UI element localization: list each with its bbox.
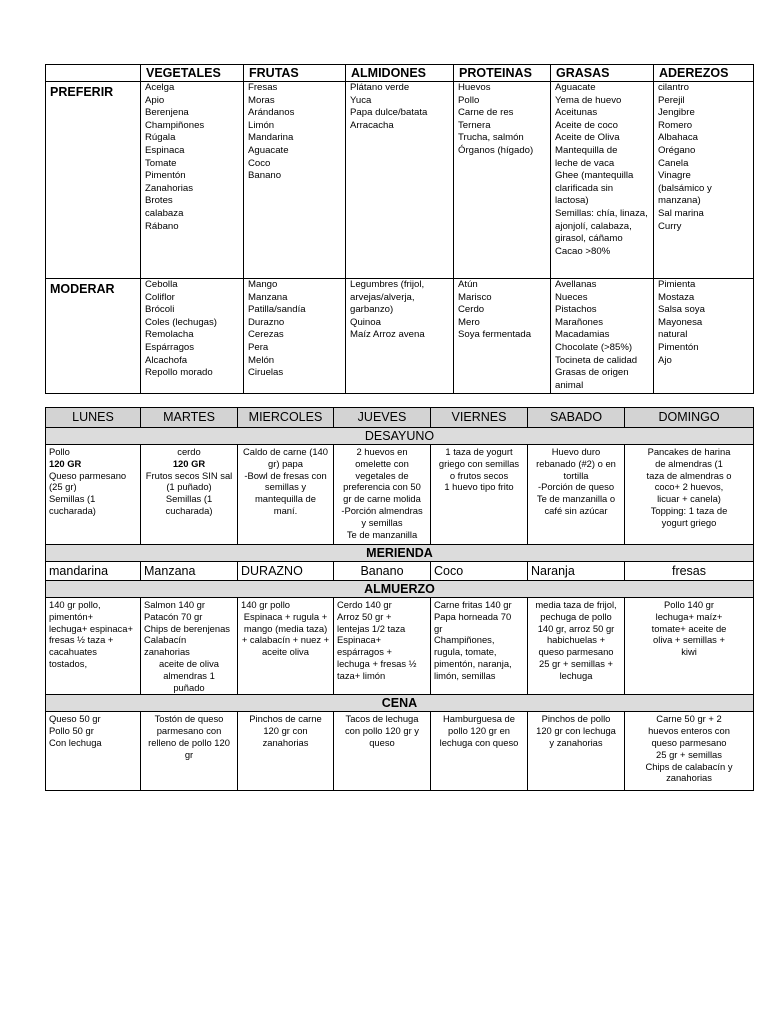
cell-line: Cebolla xyxy=(145,279,178,290)
merienda-cell-sabado: Naranja xyxy=(528,562,625,581)
food-categories-table xyxy=(45,64,754,394)
cell-line: Tomate xyxy=(145,157,177,169)
cell-line: 1 taza de yogurt xyxy=(445,446,513,457)
cell-line: Perejil xyxy=(658,94,685,106)
cell-line: animal xyxy=(555,379,584,391)
cell-line: Chocolate (>85%) xyxy=(555,341,633,353)
cell-line: Arroz 50 gr + xyxy=(337,610,392,622)
cell-line: pechuga de pollo xyxy=(540,610,612,622)
cell-line: pimentón, naranja, xyxy=(434,657,512,669)
cell-line: Te de manzanilla o xyxy=(536,493,616,505)
cell-line: lechuga con queso xyxy=(439,736,519,748)
day-header-lunes: LUNES xyxy=(46,408,141,428)
cell-line: tostados, xyxy=(49,657,88,669)
desayuno-cell-martes xyxy=(141,445,238,545)
cell-line: Pinchos de carne xyxy=(249,713,322,725)
cell-line: lechuga+ espinaca+ xyxy=(49,622,133,634)
cell-line: Mandarina xyxy=(248,132,294,144)
cell-line: Nueces xyxy=(555,291,588,303)
cell-line: Coles (lechugas) xyxy=(145,316,217,328)
cell-line: Pancakes de harina xyxy=(647,446,731,457)
cell-line: Papa horneada 70 xyxy=(434,610,512,622)
merienda-cell-domingo: fresas xyxy=(625,562,754,581)
cell-line: almendras 1 xyxy=(163,669,215,681)
day-header-miercoles: MIERCOLES xyxy=(238,408,334,428)
cell-line: natural xyxy=(658,329,688,341)
cell-line: Champiñones, xyxy=(434,634,495,646)
cell-line: tortilla xyxy=(563,469,589,481)
food-cell xyxy=(654,82,754,279)
cell-line: Zanahorias xyxy=(145,182,193,194)
cena-cell-martes xyxy=(141,712,238,791)
cell-line: gr xyxy=(184,748,194,760)
merienda-row xyxy=(46,562,754,581)
cell-line: Mantequilla de xyxy=(555,144,618,156)
cell-line: Acelga xyxy=(145,82,175,93)
cell-line: Grasas de origen xyxy=(555,367,629,379)
cell-line: Cerdo 140 gr xyxy=(337,599,392,610)
cell-line: Queso 50 gr xyxy=(49,713,101,725)
food-cell xyxy=(346,82,454,279)
cell-line: Plátano verde xyxy=(350,82,410,93)
cell-line: zanahorias xyxy=(262,736,309,748)
cell-line: gr xyxy=(434,622,443,634)
cell-line: Aguacate xyxy=(555,82,596,93)
cell-line: cucharada) xyxy=(165,504,213,516)
cell-line: Pollo 140 gr xyxy=(663,599,715,610)
cell-line: Limón xyxy=(248,119,275,131)
almuerzo-cell-lunes xyxy=(46,598,141,695)
cell-line: Brócoli xyxy=(145,304,175,316)
cell-line: parmesano con xyxy=(156,725,222,737)
cell-line: Chips de berenjenas xyxy=(144,622,230,634)
cell-line: y semillas xyxy=(361,516,403,528)
cell-line: mantequilla de xyxy=(255,493,316,505)
cell-line: lechuga + fresas ½ xyxy=(337,657,417,669)
cell-line: aceite oliva xyxy=(262,646,309,658)
almuerzo-cell-viernes xyxy=(431,598,528,695)
cell-line: Aceitunas xyxy=(555,107,598,119)
cell-line: (1 puñado) xyxy=(166,481,212,493)
cell-line: Ajo xyxy=(658,354,672,366)
cell-line: 140 gr, arroz 50 gr xyxy=(537,622,615,634)
cell-line: Aceite de Oliva xyxy=(555,132,620,144)
cell-line: coco+ 2 huevos, xyxy=(654,481,724,493)
cell-line: o frutos secos xyxy=(449,469,509,481)
cell-line: cacahuates xyxy=(49,646,97,658)
food-cell xyxy=(346,279,454,394)
cell-line: Marisco xyxy=(458,291,492,303)
cell-line: omelette con xyxy=(355,457,409,469)
almuerzo-cell-sabado xyxy=(528,598,625,695)
cena-cell-jueves xyxy=(334,712,431,791)
cell-line: -Porción almendras xyxy=(341,504,423,516)
cell-line: Caldo de carne (140 xyxy=(243,446,328,457)
food-row-moderar xyxy=(46,279,754,394)
cell-line: Coliflor xyxy=(145,291,175,303)
cell-line: Pimentón xyxy=(145,170,186,182)
cell-line: Jengibre xyxy=(658,107,695,119)
cell-line: Carne fritas 140 gr xyxy=(434,599,512,610)
cell-line: Pollo xyxy=(458,94,480,106)
cell-line: Pollo 50 gr xyxy=(49,725,94,737)
cell-line: Orégano xyxy=(658,144,696,156)
cell-line: oliva + semillas + xyxy=(653,634,725,646)
cell-line: café sin azúcar xyxy=(544,504,608,516)
cell-line: arvejas/alverja, xyxy=(350,291,415,303)
food-header-grasas: GRASAS xyxy=(551,65,654,82)
food-table-corner xyxy=(46,65,141,82)
cell-line: griego con semillas xyxy=(438,457,520,469)
cena-cell-miercoles xyxy=(238,712,334,791)
cell-line: Semillas: chía, linaza, xyxy=(555,207,648,219)
row-label-moderar: MODERAR xyxy=(46,279,141,394)
merienda-cell-viernes: Coco xyxy=(431,562,528,581)
section-row-merienda xyxy=(46,545,754,562)
cell-line: gr) papa xyxy=(268,457,303,469)
section-row-desayuno xyxy=(46,428,754,445)
cell-line: Papa dulce/batata xyxy=(350,107,428,119)
cell-line: Ternera xyxy=(458,119,491,131)
cell-line: huevos enteros con xyxy=(648,725,730,737)
cell-line: Brotes xyxy=(145,195,173,207)
cell-line: Frutos secos SIN sal xyxy=(145,469,233,481)
cell-line: 140 gr pollo, xyxy=(49,599,101,610)
meal-plan-table xyxy=(45,407,754,791)
food-cell xyxy=(454,279,551,394)
cell-line: tomate+ aceite de xyxy=(651,622,727,634)
cell-line: Patacón 70 gr xyxy=(144,610,203,622)
cell-line: (25 gr) xyxy=(49,481,77,493)
cell-line: 120 GR xyxy=(172,457,206,469)
cell-line: rebanado (#2) o en xyxy=(536,457,616,469)
cell-line: Champiñones xyxy=(145,119,205,131)
cell-line: Durazno xyxy=(248,316,285,328)
merienda-cell-martes: Manzana xyxy=(141,562,238,581)
cell-line: Patilla/sandía xyxy=(248,304,306,316)
cell-line: pollo 120 gr en xyxy=(447,725,511,737)
cell-line: zanahorias xyxy=(144,646,190,658)
cell-line: Salsa soya xyxy=(658,304,705,316)
cell-line: Vinagre xyxy=(658,170,691,182)
cell-line: Legumbres (frijol, xyxy=(350,279,425,290)
cell-line: 25 gr + semillas xyxy=(656,748,722,760)
cell-line: Albahaca xyxy=(658,132,699,144)
cell-line: Soya fermentada xyxy=(458,329,532,341)
section-title-desayuno: DESAYUNO xyxy=(46,428,754,445)
cell-line: Espinaca xyxy=(145,144,185,156)
cell-line: espárragos + xyxy=(337,646,392,658)
cell-line: Apio xyxy=(145,94,165,106)
cell-line: Con lechuga xyxy=(49,736,102,748)
cell-line: Chips de calabacín y xyxy=(645,760,733,772)
cena-row xyxy=(46,712,754,791)
cell-line: Espárragos xyxy=(145,341,195,353)
cell-line: lechuga+ maíz+ xyxy=(655,610,723,622)
section-row-cena xyxy=(46,695,754,712)
food-header-proteinas: PROTEINAS xyxy=(454,65,551,82)
section-title-almuerzo: ALMUERZO xyxy=(46,581,754,598)
food-cell xyxy=(244,279,346,394)
cell-line: Pistachos xyxy=(555,304,597,316)
cell-line: 1 huevo tipo frito xyxy=(444,481,514,493)
food-header-frutas: FRUTAS xyxy=(244,65,346,82)
merienda-cell-miercoles: DURAZNO xyxy=(238,562,334,581)
cena-cell-domingo xyxy=(625,712,754,791)
food-cell xyxy=(654,279,754,394)
cell-line: Aceite de coco xyxy=(555,119,618,131)
cell-line: Cerdo xyxy=(458,304,485,316)
cell-line: Atún xyxy=(458,279,478,290)
day-header-sabado: SABADO xyxy=(528,408,625,428)
cell-line: Mero xyxy=(458,316,480,328)
cell-line: Salmon 140 gr xyxy=(144,599,205,610)
cell-line: taza+ limón xyxy=(337,669,386,681)
cell-line: Rúgala xyxy=(145,132,176,144)
cell-line: Sal marina xyxy=(658,207,704,219)
food-header-vegetales: VEGETALES xyxy=(141,65,244,82)
cell-line: Carne de res xyxy=(458,107,514,119)
almuerzo-row xyxy=(46,598,754,695)
food-cell xyxy=(244,82,346,279)
cell-line: + calabacín + nuez + xyxy=(241,634,330,646)
cell-line: Tacos de lechuga xyxy=(345,713,419,725)
cell-line: Pera xyxy=(248,341,269,353)
cell-line: con pollo 120 gr y xyxy=(344,725,419,737)
cell-line: cilantro xyxy=(658,82,689,93)
desayuno-cell-domingo xyxy=(625,445,754,545)
cell-line: lentejas 1/2 taza xyxy=(337,622,406,634)
cell-line: clarificada sin xyxy=(555,182,614,194)
cell-line: Pimienta xyxy=(658,279,696,290)
cell-line: relleno de pollo 120 xyxy=(148,736,230,748)
almuerzo-cell-domingo xyxy=(625,598,754,695)
cell-line: queso xyxy=(369,736,395,748)
cell-line: aceite de oliva xyxy=(159,657,219,669)
cell-line: de almendras (1 xyxy=(655,457,723,469)
cell-line: mango (media taza) xyxy=(243,622,328,634)
cell-line: Rábano xyxy=(145,220,179,232)
cell-line: 120 gr con lechuga xyxy=(536,725,616,737)
row-label-preferir: PREFERIR xyxy=(46,82,141,279)
cell-line: Aguacate xyxy=(248,144,289,156)
cell-line: cucharada) xyxy=(49,504,96,516)
cell-line: Cacao >80% xyxy=(555,245,611,257)
cell-line: Avellanas xyxy=(555,279,597,290)
cell-line: Queso parmesano xyxy=(49,469,127,481)
cell-line: -Porción de queso xyxy=(537,481,615,493)
food-row-preferir xyxy=(46,82,754,279)
cell-line: Yuca xyxy=(350,94,372,106)
cell-line: Fresas xyxy=(248,82,278,93)
cell-line: lactosa) xyxy=(555,195,589,207)
cell-line: habichuelas + xyxy=(546,634,606,646)
cell-line: Melón xyxy=(248,354,275,366)
day-header-martes: MARTES xyxy=(141,408,238,428)
cell-line: fresas ½ taza + xyxy=(49,634,114,646)
cena-cell-lunes xyxy=(46,712,141,791)
cell-line: (balsámico y xyxy=(658,182,712,194)
cell-line: Semillas (1 xyxy=(165,493,213,505)
cell-line: Repollo morado xyxy=(145,367,213,379)
cell-line: garbanzo) xyxy=(350,304,394,316)
cell-line: zanahorias xyxy=(666,772,712,784)
cell-line: preferencia con 50 xyxy=(343,481,421,493)
food-cell xyxy=(454,82,551,279)
almuerzo-cell-miercoles xyxy=(238,598,334,695)
almuerzo-cell-martes xyxy=(141,598,238,695)
cell-line: Tocineta de calidad xyxy=(555,354,638,366)
cell-line: Mango xyxy=(248,279,278,290)
cell-line: media taza de frijol, xyxy=(535,599,617,610)
cell-line: licuar + canela) xyxy=(657,493,721,505)
cell-line: Romero xyxy=(658,119,693,131)
cell-line: Espinaca + rugula + xyxy=(243,610,328,622)
cell-line: Pimentón xyxy=(658,341,699,353)
cell-line: cerdo xyxy=(177,446,201,457)
section-row-almuerzo xyxy=(46,581,754,598)
cell-line: vegetales de xyxy=(355,469,409,481)
cell-line: Mostaza xyxy=(658,291,695,303)
cell-line: Huevo duro xyxy=(551,446,601,457)
merienda-cell-lunes: mandarina xyxy=(46,562,141,581)
cell-line: limón, semillas xyxy=(434,669,496,681)
cell-line: Trucha, salmón xyxy=(458,132,524,144)
cell-line: calabaza xyxy=(145,207,184,219)
cell-line: Macadamias xyxy=(555,329,610,341)
cell-line: Quinoa xyxy=(350,316,381,328)
cell-line: Ciruelas xyxy=(248,367,284,379)
cell-line: y zanahorias xyxy=(549,736,603,748)
cell-line: Remolacha xyxy=(145,329,194,341)
cell-line: Alcachofa xyxy=(145,354,188,366)
merienda-cell-jueves: Banano xyxy=(334,562,431,581)
cell-line: girasol, cáñamo xyxy=(555,233,623,245)
cell-line: Tostón de queso xyxy=(154,713,224,725)
cell-line: 25 gr + semillas + xyxy=(539,657,613,669)
cell-line: Curry xyxy=(658,220,682,232)
food-cell xyxy=(141,82,244,279)
cell-line: Arándanos xyxy=(248,107,295,119)
cell-line: queso parmesano xyxy=(651,736,727,748)
cell-line: Pollo xyxy=(49,446,70,457)
food-table-header-row xyxy=(46,65,754,82)
cell-line: Marañones xyxy=(555,316,603,328)
cell-line: Maíz Arroz avena xyxy=(350,329,425,341)
desayuno-cell-lunes xyxy=(46,445,141,545)
desayuno-row xyxy=(46,445,754,545)
cell-line: 120 gr con xyxy=(263,725,308,737)
cell-line: Yema de huevo xyxy=(555,94,622,106)
desayuno-cell-sabado xyxy=(528,445,625,545)
cell-line: Banano xyxy=(248,170,282,182)
desayuno-cell-viernes xyxy=(431,445,528,545)
cell-line: Berenjena xyxy=(145,107,189,119)
food-cell xyxy=(141,279,244,394)
cell-line: pimentón+ xyxy=(49,610,94,622)
food-header-almidones: ALMIDONES xyxy=(346,65,454,82)
cell-line: Hamburguesa de xyxy=(443,713,515,725)
day-header-jueves: JUEVES xyxy=(334,408,431,428)
days-header-row xyxy=(46,408,754,428)
cell-line: Huevos xyxy=(458,82,491,93)
cell-line: 120 GR xyxy=(49,457,82,469)
section-title-cena: CENA xyxy=(46,695,754,712)
cell-line: Carne 50 gr + 2 xyxy=(656,713,722,725)
cell-line: Ghee (mantequilla xyxy=(555,170,634,182)
cell-line: kiwi xyxy=(681,646,697,658)
cell-line: leche de vaca xyxy=(555,157,615,169)
almuerzo-cell-jueves xyxy=(334,598,431,695)
cell-line: maní. xyxy=(273,504,298,516)
cell-line: lechuga xyxy=(559,669,593,681)
cell-line: Manzana xyxy=(248,291,288,303)
cell-line: manzana) xyxy=(658,195,701,207)
food-header-aderezos: ADEREZOS xyxy=(654,65,754,82)
cell-line: Mayonesa xyxy=(658,316,703,328)
desayuno-cell-jueves xyxy=(334,445,431,545)
cell-line: Semillas (1 xyxy=(49,493,96,505)
cell-line: puñado xyxy=(173,681,205,693)
cell-line: Pinchos de pollo xyxy=(541,713,611,725)
cell-line: 140 gr pollo xyxy=(241,599,290,610)
cena-cell-viernes xyxy=(431,712,528,791)
cell-line: Topping: 1 taza de xyxy=(650,504,728,516)
cell-line: taza de almendras o xyxy=(646,469,732,481)
cell-line: yogurt griego xyxy=(661,516,717,528)
cell-line: Cerezas xyxy=(248,329,284,341)
cell-line: ajonjolí, calabaza, xyxy=(555,220,632,232)
food-cell xyxy=(551,279,654,394)
cell-line: Moras xyxy=(248,94,275,106)
cell-line: -Bowl de fresas con xyxy=(244,469,327,481)
cell-line: 2 huevos en xyxy=(356,446,408,457)
cell-line: Espinaca+ xyxy=(337,634,382,646)
cell-line: gr de carne molida xyxy=(343,493,421,505)
section-title-merienda: MERIENDA xyxy=(46,545,754,562)
cell-line: rugula, tomate, xyxy=(434,646,497,658)
cell-line: Órganos (hígado) xyxy=(458,144,534,156)
cena-cell-sabado xyxy=(528,712,625,791)
cell-line: Coco xyxy=(248,157,271,169)
day-header-viernes: VIERNES xyxy=(431,408,528,428)
food-cell xyxy=(551,82,654,279)
cell-line: Calabacín xyxy=(144,634,187,646)
desayuno-cell-miercoles xyxy=(238,445,334,545)
cell-line: Arracacha xyxy=(350,119,394,131)
cell-line: semillas y xyxy=(264,481,307,493)
cell-line: Canela xyxy=(658,157,689,169)
day-header-domingo: DOMINGO xyxy=(625,408,754,428)
cell-line: queso parmesano xyxy=(538,646,614,658)
cell-line: Te de manzanilla xyxy=(346,528,418,540)
